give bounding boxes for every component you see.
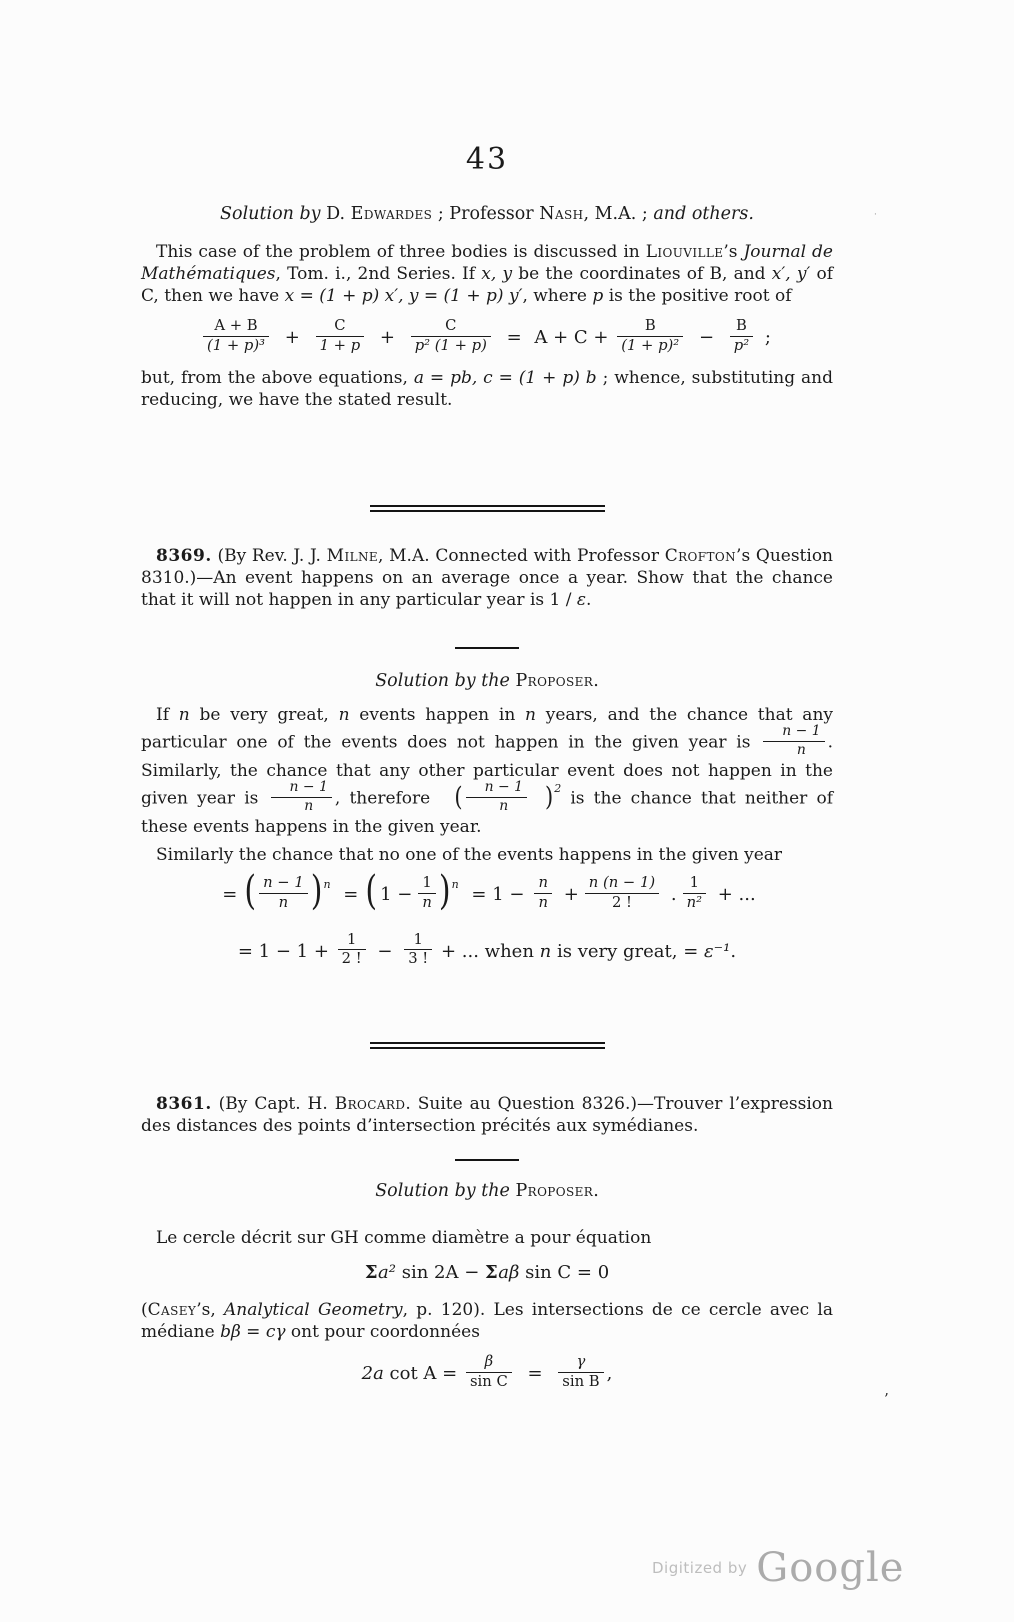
- operator: +: [379, 327, 395, 349]
- equation-term: sin C = 0: [519, 1262, 610, 1283]
- solution-paragraph: If n be very great, n events happen in n years, and the chance that any particular one of the events does not happen in the given year is $\frac{n - 1}{n}$ . Similarly, the chance that any other particular event does not happen in the given year is $\frac{n - 1}{n}$ , therefore ( $\frac{n - 1}{n}$ )$^2$ is the chance that neither of these events happens in the given year.: [141, 705, 834, 838]
- operator: =: [506, 327, 522, 349]
- section-8369: [141, 545, 833, 973]
- solution-paragraph: Similarly the chance that no one of the events happens in the given year: [156, 845, 783, 866]
- epsilon-term: ε⁻¹: [704, 940, 731, 962]
- fraction: $\frac{C}{\text{p² (1 + p)}}$: [411, 318, 491, 354]
- operator: =: [222, 884, 238, 906]
- punctuation: .: [730, 940, 737, 962]
- operator: +: [284, 327, 300, 349]
- variable: n: [539, 940, 552, 962]
- sigma-symbol: Σ: [485, 1262, 499, 1283]
- section-divider: [141, 505, 833, 512]
- digitized-by-label: Digitized by: [652, 1559, 748, 1577]
- equation-cubic-root: [141, 317, 833, 359]
- page-number: 43: [465, 142, 509, 177]
- variable: a²: [378, 1262, 396, 1283]
- punctuation: ;: [764, 327, 771, 349]
- fraction: $\frac{1}{2 !}$: [338, 932, 366, 968]
- solution-attribution: Solution by the Proposer.: [375, 1181, 599, 1201]
- fraction: $\frac{\beta}{\text{sin C}}$: [466, 1354, 512, 1390]
- equation-term: cot A =: [383, 1363, 458, 1385]
- solution-rule: [455, 1159, 519, 1161]
- equation-term: sin 2A −: [396, 1262, 486, 1283]
- equation-term: = 1 − 1 +: [237, 940, 329, 962]
- fraction: $\frac{C}{1 + p}$: [316, 318, 365, 354]
- fraction: $\frac{B}{\text{p²}}$: [730, 318, 753, 354]
- operator: +: [563, 884, 579, 906]
- equation-term: = 1 −: [471, 884, 525, 906]
- punctuation: ,: [606, 1363, 613, 1385]
- section-divider: [141, 1042, 833, 1049]
- scan-artifact-mark: ’: [884, 1390, 889, 1408]
- operator: −: [377, 940, 393, 962]
- question-8361: 8361. (By Capt. H. Brocard. Suite au Question 8326.)—Trouver l’expression des distances des points d’intersection précités aux symédianes.: [141, 1094, 833, 1136]
- fraction: $\frac{B}{\text{(1 + p)²}}$: [617, 318, 683, 354]
- solution-rule: [455, 647, 519, 649]
- equation-term: 1 −: [380, 884, 413, 906]
- operator: =: [343, 884, 359, 906]
- solution-paragraph: Le cercle décrit sur GH comme diamètre a pour équation: [156, 1228, 652, 1248]
- solution-attribution: Solution by D. Edwardes ; Professor Nash, M.A. ; and others.: [220, 204, 754, 224]
- fraction: $\frac{A + B}{\text{(1 + p)³}}$: [203, 318, 269, 354]
- solution-paragraph: This case of the problem of three bodies is discussed in Liouville’s Journal de Mathématiques, Tom. i., 2nd Series. If x, y be the coordinates of B, and x′, y′ of C, then we have x = (1 + p) x′, y = (1 + p) y′, where p is the positive root of: [141, 242, 834, 306]
- solution-paragraph: but, from the above equations, a = pb, c = (1 + p) b ; whence, substituting and reducing, we have the stated result.: [141, 368, 833, 411]
- question-8369: 8369. (By Rev. J. J. Milne, M.A. Connected with Professor Crofton’s Question 8310.)—An event happens on an average once a year. Show that the chance that it will not happen in any particular year is 1 / ε.: [141, 546, 834, 610]
- equation-term: + ...: [717, 884, 756, 906]
- left-paren: (: [244, 868, 257, 916]
- exponent: n: [451, 878, 459, 892]
- fraction: $\frac{\gamma}{\text{sin B}}$: [558, 1354, 603, 1390]
- equation-term: A + C +: [534, 327, 609, 349]
- exponent: n: [323, 878, 331, 892]
- double-rule: [370, 505, 605, 512]
- operator: =: [527, 1363, 543, 1385]
- solution-attribution: Solution by the Proposer.: [375, 671, 599, 691]
- digitized-by-watermark: [652, 1545, 904, 1591]
- fraction: $\frac{n - 1}{n}$: [259, 875, 308, 911]
- equation-circle: [141, 1259, 833, 1286]
- variable: 2a: [361, 1363, 384, 1385]
- equation-term: + ... when: [440, 940, 540, 962]
- fraction: $\frac{1}{\text{n²}}$: [683, 875, 706, 911]
- equation-limit-series-2: [141, 931, 833, 973]
- section-three-bodies: [141, 204, 833, 411]
- operator: −: [698, 327, 715, 349]
- fraction: $\frac{1}{3 !}$: [404, 932, 432, 968]
- right-paren: ): [438, 868, 451, 916]
- sigma-symbol: Σ: [364, 1262, 379, 1283]
- fraction: $\frac{n}{n}$: [534, 875, 552, 911]
- variable: aβ: [498, 1262, 520, 1283]
- fraction: $\frac{n (n - 1)}{2 !}$: [585, 875, 659, 911]
- google-logo: Google: [756, 1545, 905, 1591]
- equation-limit-series-1: [141, 868, 833, 916]
- right-paren: ): [310, 868, 323, 916]
- operator: .: [670, 884, 677, 906]
- equation-cotangent: [141, 1353, 833, 1395]
- solution-paragraph: (Casey’s, Analytical Geometry, p. 120). Les intersections de ce cercle avec la médiane bβ = cγ ont pour coordonnées: [141, 1300, 833, 1342]
- scan-artifact-dot: ·: [874, 210, 877, 220]
- fraction: $\frac{1}{n}$: [418, 875, 436, 911]
- double-rule: [370, 1042, 605, 1049]
- left-paren: (: [365, 868, 378, 916]
- section-8361: [141, 1093, 833, 1395]
- equation-term: is very great, =: [551, 940, 704, 962]
